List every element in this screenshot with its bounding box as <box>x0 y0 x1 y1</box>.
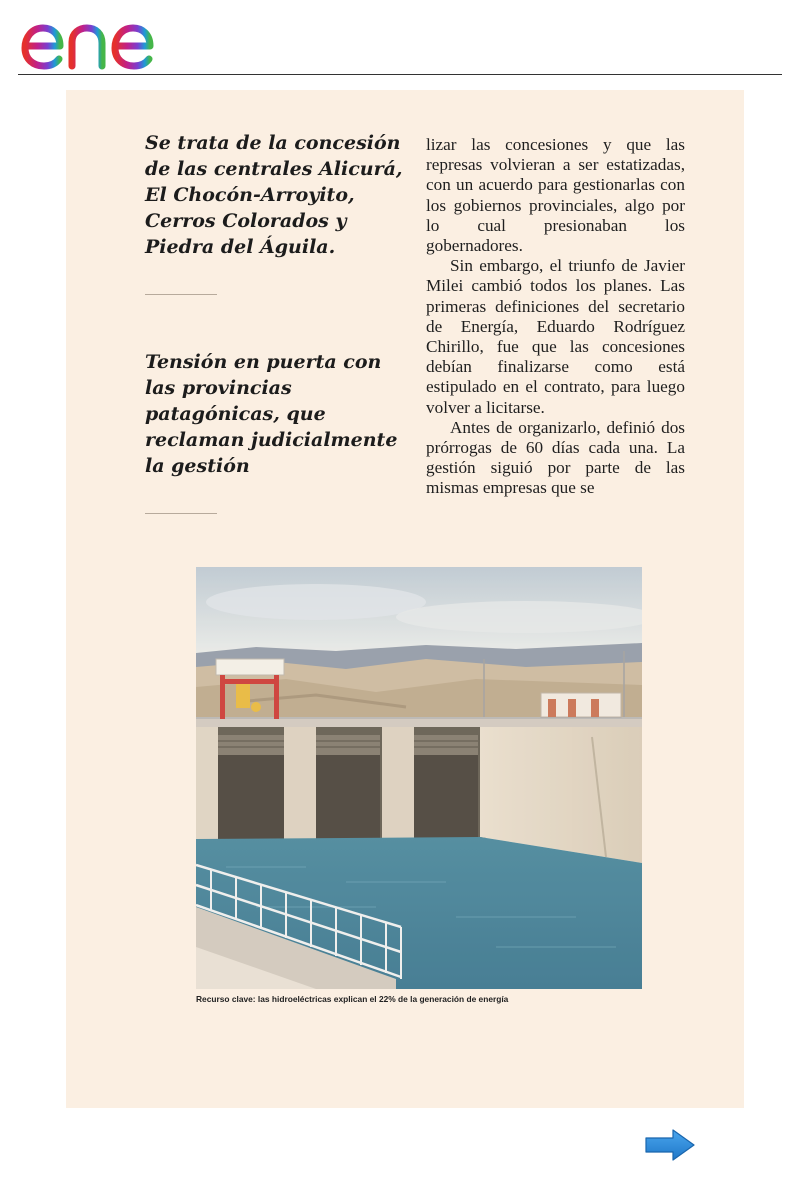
enel-logo <box>18 4 193 72</box>
article-paragraph: lizar las concesiones y que las represas volvieran a ser estatizadas, con un acuerdo para gestionarlas con los gobiernos provinciales, algo por lo cual presionaban los gobernadores. <box>426 135 685 256</box>
pullquote-divider <box>145 294 217 295</box>
article-body <box>426 135 685 533</box>
photo-caption: Recurso clave: las hidroeléctricas explican el 22% de la generación de energía <box>196 994 509 1004</box>
article-paragraph: Antes de organizarlo, definió dos prórrogas de 60 días cada una. La gestión siguió por parte de las mismas empresas que se <box>426 417 685 498</box>
header-divider <box>18 74 782 75</box>
article-paragraph: Sin embargo, el triunfo de Javier Milei cambió todos los planes. Las primeras definiciones del secretario de Energía, Eduardo Rodríguez Chirillo, fue que las concesiones debían finalizarse como está estipulado en el contrato, para luego volver a licitarse. <box>426 256 685 417</box>
magazine-page <box>66 90 744 1108</box>
next-arrow-icon[interactable] <box>643 1126 697 1164</box>
dam-photo <box>196 567 642 989</box>
pullquote-divider <box>145 513 217 514</box>
pullquote-1: Se trata de la concesión de las centrales Alicurá, El Chocón-Arroyito, Cerros Colorados y Piedra del Águila. <box>145 132 403 258</box>
pullquote-2: Tensión en puerta con las provincias patagónicas, que reclaman judicialmente la gestión <box>145 351 398 477</box>
pullquote-column <box>145 130 403 514</box>
